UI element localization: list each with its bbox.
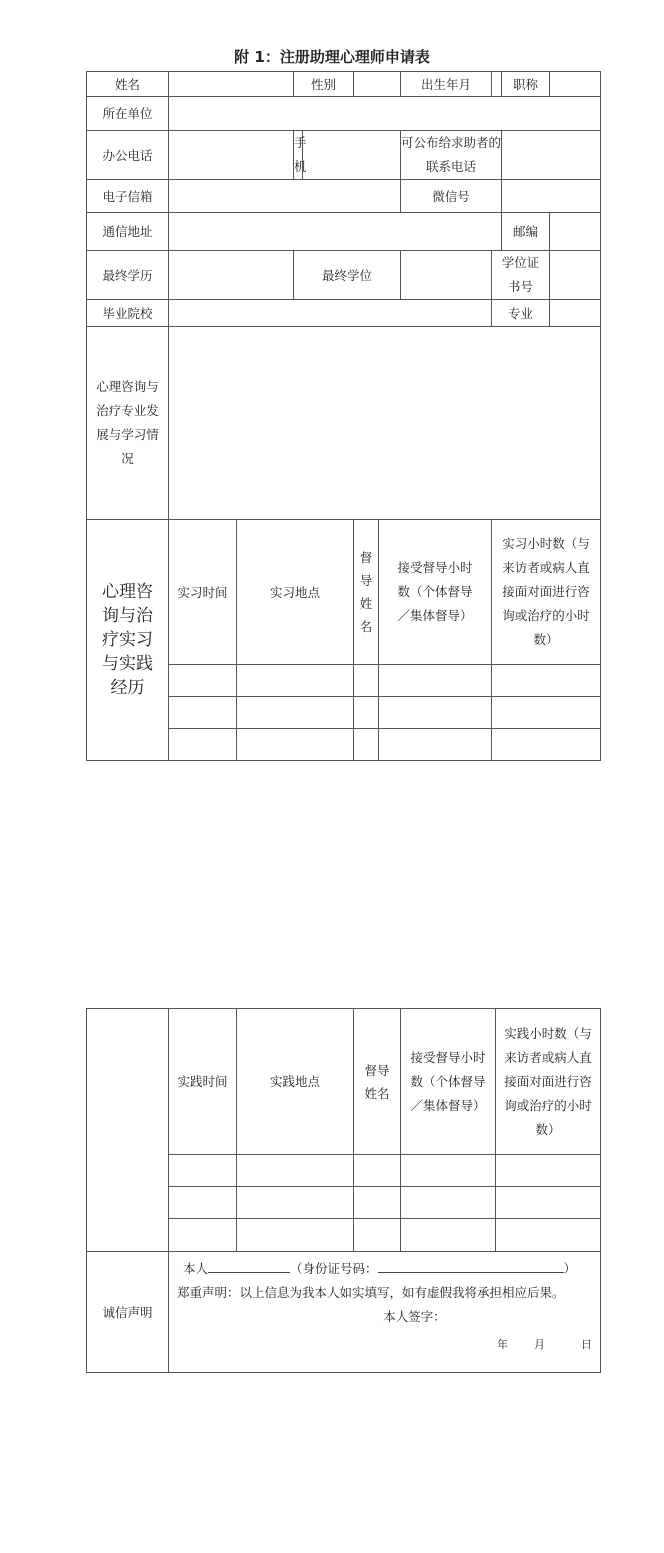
development-label: 心理咨询与治疗专业发展与学习情况 <box>87 327 169 520</box>
internship-section-label: 心理咨询与治疗实习与实践经历 <box>87 520 169 761</box>
declaration-id-prefix: （身份证号码： <box>290 1261 378 1276</box>
declaration-self: 本人 <box>183 1261 209 1276</box>
internship-cell[interactable] <box>237 729 354 761</box>
practice-cell[interactable] <box>354 1155 401 1187</box>
internship-cell[interactable] <box>169 665 237 697</box>
address-field[interactable] <box>169 213 502 251</box>
employer-field[interactable] <box>169 97 601 131</box>
internship-cell[interactable] <box>492 697 601 729</box>
practice-cell[interactable] <box>237 1155 354 1187</box>
practice-cell[interactable] <box>354 1219 401 1252</box>
job-title-field[interactable] <box>550 72 601 97</box>
internship-cell[interactable] <box>379 697 492 729</box>
practice-time-header: 实践时间 <box>169 1009 237 1155</box>
degree-cert-label: 学位证书号 <box>492 251 550 300</box>
school-label: 毕业院校 <box>87 300 169 327</box>
postcode-label: 邮编 <box>502 213 550 251</box>
public-contact-field[interactable] <box>502 131 601 180</box>
practice-cell[interactable] <box>401 1155 496 1187</box>
internship-hours-header: 实习小时数（与来访者或病人直接面对面进行咨询或治疗的小时数） <box>492 520 601 665</box>
degree-label: 最终学位 <box>294 251 401 300</box>
practice-declaration-table <box>86 1008 601 1373</box>
internship-cell[interactable] <box>237 665 354 697</box>
date-line: 年 月 日 <box>497 1338 592 1351</box>
practice-hours-header: 实践小时数（与来访者或病人直接面对面进行咨询或治疗的小时数） <box>496 1009 601 1155</box>
internship-cell[interactable] <box>354 665 379 697</box>
internship-time-header: 实习时间 <box>169 520 237 665</box>
practice-supervisor-header: 督导姓名 <box>354 1009 401 1155</box>
practice-cell[interactable] <box>169 1219 237 1252</box>
internship-cell[interactable] <box>492 729 601 761</box>
office-phone-label: 办公电话 <box>87 131 169 180</box>
public-contact-label: 可公布给求助者的联系电话 <box>401 131 502 180</box>
practice-cell[interactable] <box>237 1187 354 1219</box>
school-field[interactable] <box>169 300 492 327</box>
development-field[interactable] <box>169 327 601 520</box>
practice-cell[interactable] <box>401 1187 496 1219</box>
id-number-field[interactable] <box>378 1256 564 1273</box>
practice-cell[interactable] <box>496 1155 601 1187</box>
practice-cell[interactable] <box>401 1219 496 1252</box>
mobile-label: 手 机 <box>294 131 303 180</box>
birth-field[interactable] <box>492 72 502 97</box>
internship-supervisor-header: 督导姓名 <box>354 520 379 665</box>
practice-cell[interactable] <box>169 1187 237 1219</box>
internship-place-header: 实习地点 <box>237 520 354 665</box>
education-field[interactable] <box>169 251 294 300</box>
wechat-field[interactable] <box>502 180 601 213</box>
birth-label: 出生年月 <box>401 72 492 97</box>
address-label: 通信地址 <box>87 213 169 251</box>
major-label: 专业 <box>492 300 550 327</box>
practice-section-continuation <box>87 1009 169 1252</box>
internship-cell[interactable] <box>354 697 379 729</box>
postcode-field[interactable] <box>550 213 601 251</box>
internship-cell[interactable] <box>237 697 354 729</box>
name-label: 姓名 <box>87 72 169 97</box>
declaration-id-suffix: ） <box>563 1261 577 1276</box>
mobile-field[interactable] <box>303 131 401 180</box>
degree-cert-field[interactable] <box>550 251 601 300</box>
internship-cell[interactable] <box>354 729 379 761</box>
declaration-statement: 郑重声明：以上信息为我本人如实填写，如有虚假我将承担相应后果。 <box>177 1285 565 1300</box>
practice-supervision-hours-header: 接受督导小时数（个体督导／集体督导） <box>401 1009 496 1155</box>
job-title-label: 职称 <box>502 72 550 97</box>
gender-label: 性别 <box>294 72 354 97</box>
practice-cell[interactable] <box>354 1187 401 1219</box>
employer-label: 所在单位 <box>87 97 169 131</box>
practice-cell[interactable] <box>496 1187 601 1219</box>
internship-cell[interactable] <box>169 697 237 729</box>
email-label: 电子信箱 <box>87 180 169 213</box>
office-phone-field[interactable] <box>169 131 294 180</box>
page-title: 附 1：注册助理心理师申请表 <box>234 48 430 66</box>
wechat-label: 微信号 <box>401 180 502 213</box>
name-field[interactable] <box>169 72 294 97</box>
declaration-label: 诚信声明 <box>87 1252 169 1373</box>
gender-field[interactable] <box>354 72 401 97</box>
degree-field[interactable] <box>401 251 492 300</box>
major-field[interactable] <box>550 300 601 327</box>
application-form-table <box>86 71 601 761</box>
practice-place-header: 实践地点 <box>237 1009 354 1155</box>
practice-cell[interactable] <box>169 1155 237 1187</box>
email-field[interactable] <box>169 180 401 213</box>
internship-cell[interactable] <box>169 729 237 761</box>
practice-cell[interactable] <box>496 1219 601 1252</box>
signature-label: 本人签字： <box>383 1309 446 1324</box>
internship-cell[interactable] <box>379 665 492 697</box>
practice-cell[interactable] <box>237 1219 354 1252</box>
declaration-body <box>169 1252 601 1373</box>
declarant-name-field[interactable] <box>208 1256 290 1273</box>
internship-cell[interactable] <box>379 729 492 761</box>
internship-supervision-hours-header: 接受督导小时数（个体督导／集体督导） <box>379 520 492 665</box>
education-label: 最终学历 <box>87 251 169 300</box>
internship-cell[interactable] <box>492 665 601 697</box>
